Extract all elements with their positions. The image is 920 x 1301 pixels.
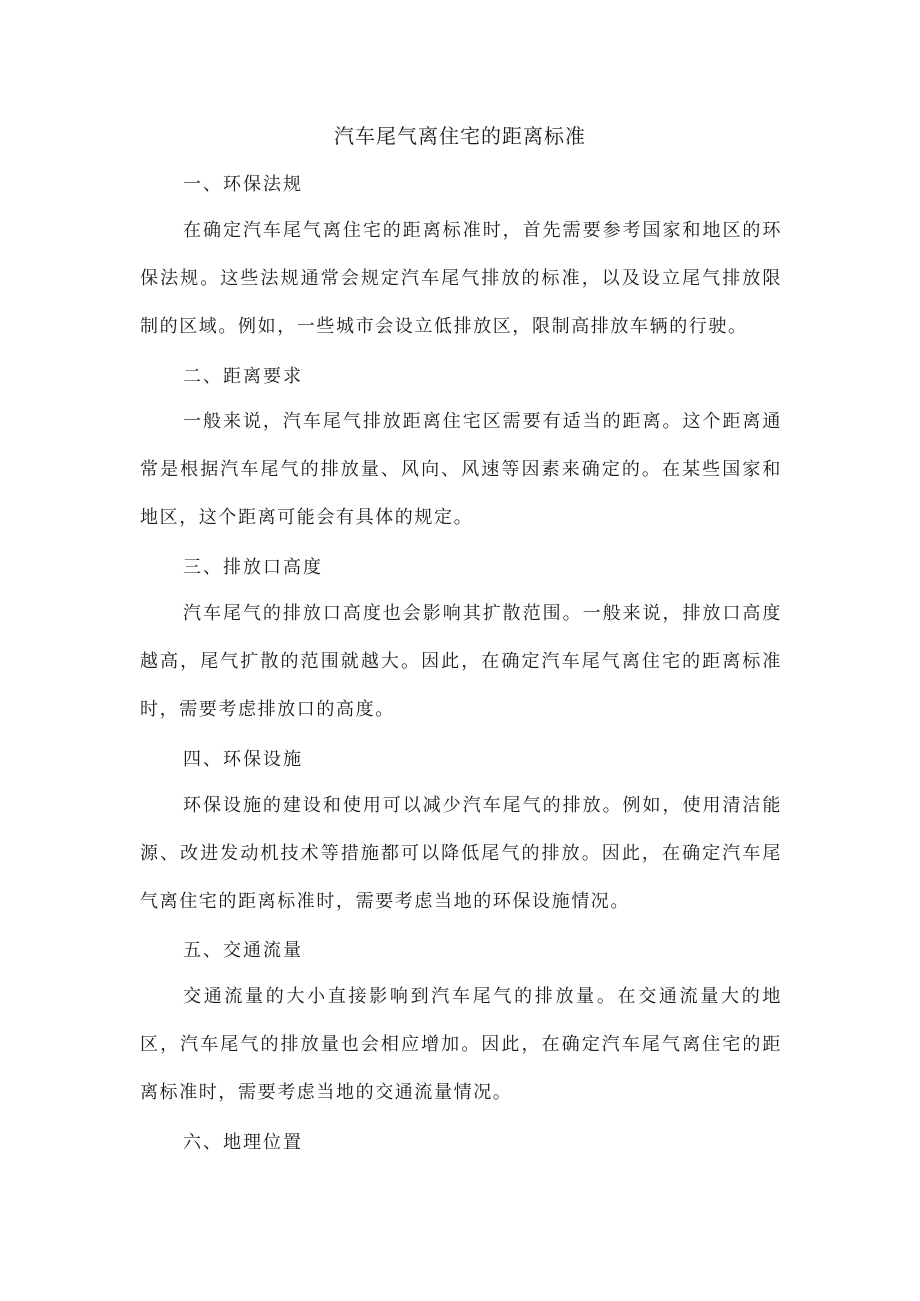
section-body-4: 环保设施的建设和使用可以减少汽车尾气的排放。例如，使用清洁能源、改进发动机技术等措施都可以降低尾气的排放。因此，在确定汽车尾气离住宅的距离标准时，需要考虑当地的环保设施情况。 (140, 795, 782, 912)
section-body-1: 在确定汽车尾气离住宅的距离标准时，首先需要参考国家和地区的环保法规。这些法规通常会规定汽车尾气排放的标准，以及设立尾气排放限制的区域。例如，一些城市会设立低排放区，限制高排放车辆的行驶。 (140, 220, 782, 337)
section-body-2: 一般来说，汽车尾气排放距离住宅区需要有适当的距离。这个距离通常是根据汽车尾气的排放量、风向、风速等因素来确定的。在某些国家和地区，这个距离可能会有具体的规定。 (140, 411, 782, 528)
section-heading-5: 五、交通流量 (183, 940, 303, 961)
section-heading-1: 一、环保法规 (183, 174, 303, 195)
section-heading-2: 二、距离要求 (183, 366, 303, 387)
section-heading-3: 三、排放口高度 (183, 557, 323, 578)
section-heading-4: 四、环保设施 (183, 749, 303, 770)
section-heading-6: 六、地理位置 (183, 1132, 303, 1153)
section-body-5: 交通流量的大小直接影响到汽车尾气的排放量。在交通流量大的地区，汽车尾气的排放量也会相应增加。因此，在确定汽车尾气离住宅的距离标准时，需要考虑当地的交通流量情况。 (140, 986, 782, 1103)
section-body-3: 汽车尾气的排放口高度也会影响其扩散范围。一般来说，排放口高度越高，尾气扩散的范围就越大。因此，在确定汽车尾气离住宅的距离标准时，需要考虑排放口的高度。 (140, 603, 782, 720)
page-title: 汽车尾气离住宅的距离标准 (334, 124, 586, 148)
